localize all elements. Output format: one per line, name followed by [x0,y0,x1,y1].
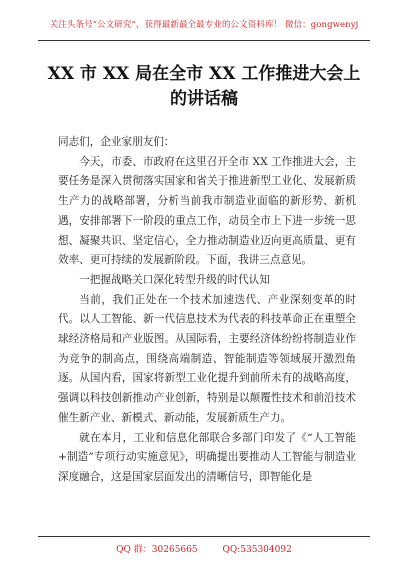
title-line-1: XX 市 XX 局在全市 XX 工作推进大会上 [47,64,361,84]
salutation: 同志们，企业家朋友们： [58,136,175,148]
document-body [58,133,356,488]
title-line-2: 的讲话稿 [170,89,238,109]
footer-qq: QQ:535304092 [222,545,292,555]
footer-qq-group: QQ 群：30265665 [116,545,198,555]
header-promo: 关注头条号“公文研究”，获得最新最全最专业的公文资料库！ 微信：gongwenyj [49,20,359,30]
body-paragraph: 今天，市委、市政府在这里召开全市 XX 工作推进大会，主要任务是深入贯彻落实国家和省关于推进新型工业化、发展新质生产力的战略部署，分析当前我市制造业面临的新形势、新机遇，安排部署下一阶段的重点工作，动员全市上下进一步统一思想、凝聚共识、坚定信心，全力推动制造业迈向更高质量、更有效率、更可持续的发展新阶段。下面，我讲三点意见。 [58,155,356,267]
header-divider [38,40,370,41]
body-paragraph: 当前，我们正处在一个技术加速迭代、产业深刻变革的时代。以人工智能、新一代信息技术为代表的科技革命正在重塑全球经济格局和产业版图。从国际看，主要经济体纷纷将制造业作为竞争的制高点，围绕高端制造、智能制造等领域展开激烈角逐。从国内看，国家将新型工业化提升到前所未有的战略高度，强调以科技创新推动产业创新，特别是以颠覆性技术和前沿技术催生新产业、新模式、新动能，发展新质生产力。 [58,293,356,424]
body-paragraph: 就在本月，工业和信息化部联合多部门印发了《“人工智能+制造”专项行动实施意见》，明确提出要推动人工智能与制造业深度融合，这是国家层面发出的清晰信号，即智能化是 [58,431,356,483]
footer-divider [38,536,370,537]
footer-contact [38,542,370,555]
document-title [40,62,368,112]
section-heading: 一把握战略关口深化转型升级的时代认知 [79,273,270,286]
